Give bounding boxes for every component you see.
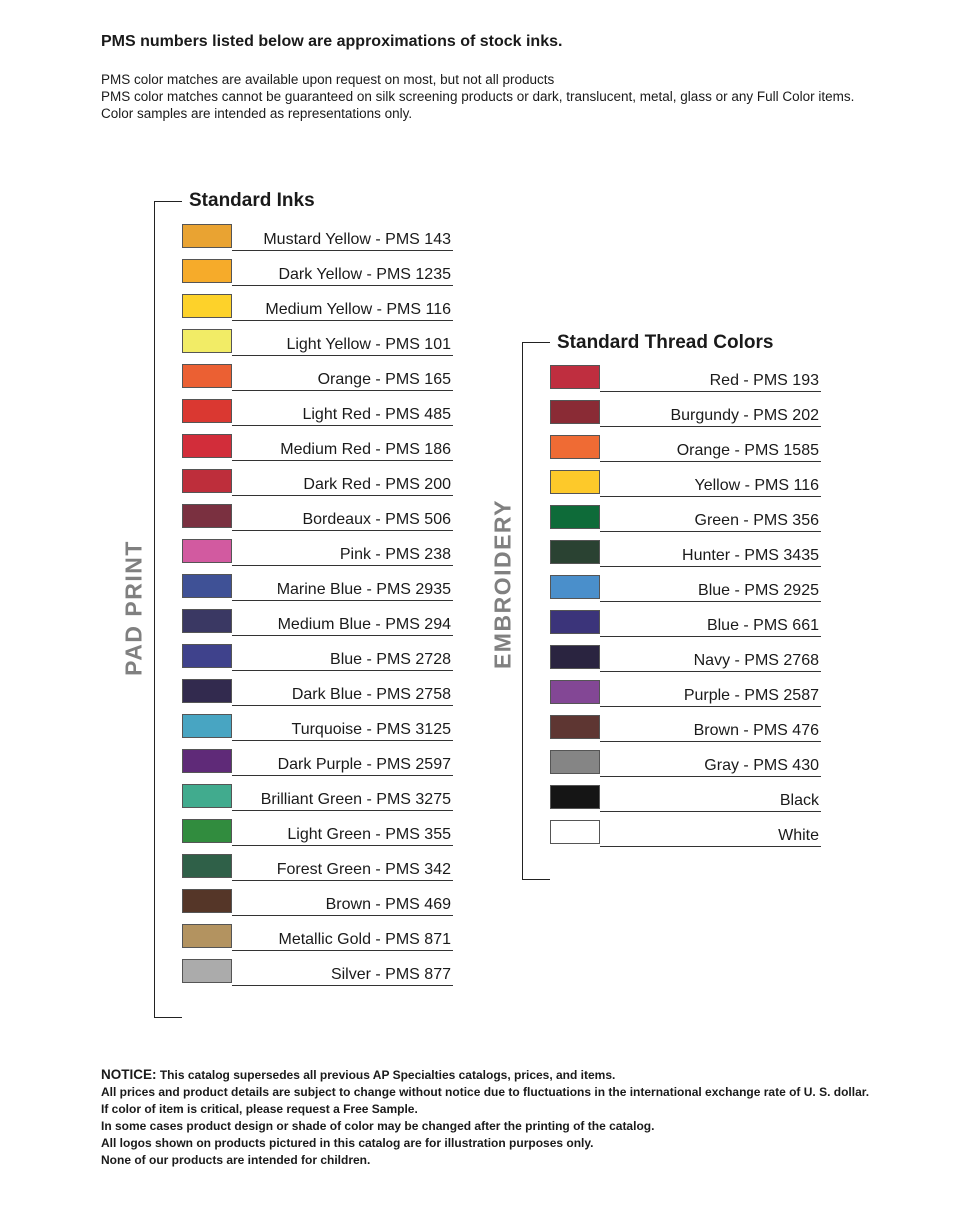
intro-line: Color samples are intended as representations only. (101, 106, 413, 121)
color-row (182, 924, 453, 951)
color-swatch (550, 645, 600, 669)
color-row (182, 329, 453, 356)
color-row (550, 575, 821, 602)
color-swatch (182, 609, 232, 633)
color-swatch (550, 365, 600, 389)
color-row (550, 785, 821, 812)
color-swatch (550, 575, 600, 599)
notice-line: In some cases product design or shade of color may be changed after the printing of the catalog. (101, 1119, 655, 1133)
embroidery-bracket (522, 342, 550, 880)
row-underline (600, 706, 821, 707)
row-underline (232, 285, 453, 286)
color-row (182, 749, 453, 776)
row-underline (232, 985, 453, 986)
color-row (550, 400, 821, 427)
row-underline (232, 250, 453, 251)
color-name: Brilliant Green - PMS 3275 (260, 791, 451, 808)
color-name: Turquoise - PMS 3125 (291, 721, 451, 738)
color-swatch (550, 750, 600, 774)
color-name: Medium Yellow - PMS 116 (265, 301, 451, 318)
color-name: Bordeaux - PMS 506 (302, 511, 451, 528)
color-name: Forest Green - PMS 342 (276, 861, 451, 878)
color-name: Medium Blue - PMS 294 (277, 616, 451, 633)
color-row (550, 505, 821, 532)
row-underline (600, 566, 821, 567)
color-row (182, 889, 453, 916)
row-underline (232, 670, 453, 671)
color-name: Metallic Gold - PMS 871 (278, 931, 451, 948)
color-name: Brown - PMS 469 (325, 896, 451, 913)
notice-line: All prices and product details are subject to change without notice due to fluctuations in the international exchange rate of U. S. dollar. (101, 1085, 870, 1099)
notice-line: All logos shown on products pictured in this catalog are for illustration purposes only. (101, 1136, 594, 1150)
color-row (550, 750, 821, 777)
color-swatch (550, 785, 600, 809)
color-row (182, 364, 453, 391)
color-swatch (182, 854, 232, 878)
color-row (182, 504, 453, 531)
row-underline (600, 671, 821, 672)
color-row (182, 959, 453, 986)
notice-line: This catalog supersedes all previous AP Specialties catalogs, prices, and items. (159, 1068, 616, 1082)
color-name: Navy - PMS 2768 (693, 652, 819, 669)
color-swatch (550, 610, 600, 634)
row-underline (600, 776, 821, 777)
page-headline: PMS numbers listed below are approximations of stock inks. (101, 33, 563, 50)
row-underline (232, 530, 453, 531)
color-swatch (182, 399, 232, 423)
color-swatch (182, 749, 232, 773)
row-underline (232, 390, 453, 391)
row-underline (600, 496, 821, 497)
row-underline (232, 600, 453, 601)
color-swatch (182, 714, 232, 738)
color-row (550, 680, 821, 707)
color-swatch (182, 924, 232, 948)
row-underline (600, 461, 821, 462)
color-name: Dark Purple - PMS 2597 (277, 756, 451, 773)
pad-print-label: PAD PRINT (120, 540, 147, 676)
row-underline (232, 635, 453, 636)
color-row (182, 854, 453, 881)
color-row (182, 224, 453, 251)
color-swatch (182, 434, 232, 458)
color-swatch (182, 224, 232, 248)
color-swatch (550, 400, 600, 424)
row-underline (232, 425, 453, 426)
notice-line: If color of item is critical, please request a Free Sample. (101, 1102, 418, 1116)
color-swatch (182, 469, 232, 493)
row-underline (600, 846, 821, 847)
color-row (182, 714, 453, 741)
color-swatch (550, 435, 600, 459)
row-underline (600, 741, 821, 742)
color-swatch (550, 715, 600, 739)
row-underline (232, 705, 453, 706)
color-swatch (182, 364, 232, 388)
color-name: Purple - PMS 2587 (683, 687, 819, 704)
color-row (550, 820, 821, 847)
row-underline (600, 426, 821, 427)
color-name: Red - PMS 193 (709, 372, 819, 389)
intro-line: PMS color matches are available upon request on most, but not all products (101, 72, 555, 87)
color-swatch (182, 574, 232, 598)
color-name: Blue - PMS 661 (706, 617, 819, 634)
row-underline (600, 601, 821, 602)
color-name: Blue - PMS 2925 (698, 582, 819, 599)
color-name: Brown - PMS 476 (693, 722, 819, 739)
color-row (550, 610, 821, 637)
color-row (182, 469, 453, 496)
color-row (182, 539, 453, 566)
standard-inks-title: Standard Inks (189, 190, 315, 211)
row-underline (232, 845, 453, 846)
notice-block (101, 1066, 869, 1169)
color-row (182, 819, 453, 846)
row-underline (232, 460, 453, 461)
color-name: Medium Red - PMS 186 (280, 441, 451, 458)
color-name: Hunter - PMS 3435 (682, 547, 819, 564)
color-row (182, 644, 453, 671)
row-underline (600, 636, 821, 637)
color-row (550, 470, 821, 497)
color-name: Silver - PMS 877 (330, 966, 451, 983)
color-swatch (182, 644, 232, 668)
color-name: Pink - PMS 238 (339, 546, 451, 563)
color-name: Gray - PMS 430 (704, 757, 819, 774)
color-row (182, 294, 453, 321)
color-swatch (550, 540, 600, 564)
row-underline (600, 391, 821, 392)
intro-line: PMS color matches cannot be guaranteed on silk screening products or dark, translucent, metal, glass or any Full Color items. (101, 89, 855, 104)
color-name: Light Yellow - PMS 101 (286, 336, 451, 353)
color-row (182, 259, 453, 286)
row-underline (232, 915, 453, 916)
color-row (550, 715, 821, 742)
row-underline (232, 495, 453, 496)
color-row (550, 540, 821, 567)
row-underline (232, 740, 453, 741)
color-swatch (182, 504, 232, 528)
color-name: Dark Red - PMS 200 (303, 476, 451, 493)
color-row (182, 679, 453, 706)
color-swatch (182, 539, 232, 563)
color-row (182, 399, 453, 426)
embroidery-label: EMBROIDERY (489, 498, 516, 670)
color-swatch (550, 680, 600, 704)
color-swatch (550, 505, 600, 529)
color-swatch (182, 889, 232, 913)
row-underline (232, 950, 453, 951)
color-row (182, 784, 453, 811)
color-name: Blue - PMS 2728 (330, 651, 451, 668)
color-swatch (550, 470, 600, 494)
color-swatch (182, 259, 232, 283)
row-underline (232, 880, 453, 881)
color-row (182, 609, 453, 636)
row-underline (600, 531, 821, 532)
notice-label: NOTICE: (101, 1067, 157, 1082)
color-name: Yellow - PMS 116 (694, 477, 819, 494)
color-row (550, 435, 821, 462)
color-name: Green - PMS 356 (694, 512, 819, 529)
color-name: Mustard Yellow - PMS 143 (263, 231, 451, 248)
row-underline (232, 565, 453, 566)
color-row (182, 434, 453, 461)
color-name: Light Green - PMS 355 (287, 826, 451, 843)
color-name: White (778, 827, 819, 844)
row-underline (232, 355, 453, 356)
color-name: Burgundy - PMS 202 (670, 407, 819, 424)
row-underline (600, 811, 821, 812)
color-swatch (550, 820, 600, 844)
color-swatch (182, 819, 232, 843)
color-name: Dark Blue - PMS 2758 (291, 686, 451, 703)
color-name: Light Red - PMS 485 (302, 406, 451, 423)
row-underline (232, 810, 453, 811)
color-name: Dark Yellow - PMS 1235 (278, 266, 451, 283)
color-swatch (182, 329, 232, 353)
notice-first-line (101, 1066, 869, 1084)
color-row (550, 365, 821, 392)
color-swatch (182, 784, 232, 808)
color-name: Black (779, 792, 819, 809)
row-underline (232, 775, 453, 776)
intro-text (101, 71, 854, 122)
standard-thread-colors-title: Standard Thread Colors (557, 332, 774, 353)
color-name: Orange - PMS 1585 (676, 442, 819, 459)
color-row (550, 645, 821, 672)
color-swatch (182, 294, 232, 318)
row-underline (232, 320, 453, 321)
notice-line: None of our products are intended for children. (101, 1153, 371, 1167)
pad-print-bracket (154, 201, 182, 1018)
color-swatch (182, 959, 232, 983)
color-row (182, 574, 453, 601)
color-name: Marine Blue - PMS 2935 (276, 581, 451, 598)
color-name: Orange - PMS 165 (317, 371, 451, 388)
color-swatch (182, 679, 232, 703)
